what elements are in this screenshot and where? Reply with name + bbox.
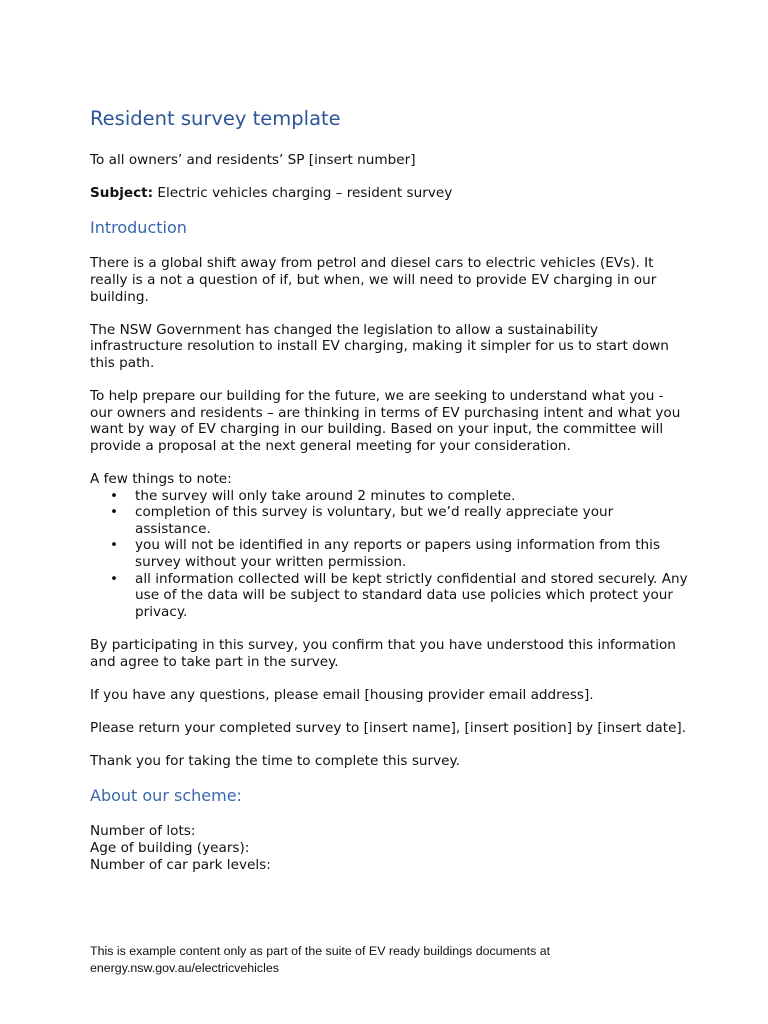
bullet-icon: • [110,570,119,587]
intro-paragraph-2: The NSW Government has changed the legislation to allow a sustainability infrastructure resolution to install EV charging, making it simpler for us to start down this path. [90,321,669,371]
footer-line-1: This is example content only as part of the suite of EV ready buildings documents at [90,944,551,958]
bullet-icon: • [110,537,119,554]
list-item [90,488,690,505]
list-item-text: completion of this survey is voluntary, but we’d really appreciate your assistance. [135,504,614,537]
thanks-paragraph: Thank you for taking the time to complete this survey. [90,753,460,770]
list-item-text: the survey will only take around 2 minutes to complete. [135,487,516,504]
return-paragraph: Please return your completed survey to [insert name], [insert position] by [insert date]. [90,720,687,736]
to-line: To all owners’ and residents’ SP [insert number] [90,152,416,168]
notes-list [90,488,690,621]
intro-paragraph-3: To help prepare our building for the future, we are seeking to understand what you - our owners and residents – are thinking in terms of EV purchasing intent and what you want by way of EV charging in our building. Based on your input, the committee will provide a proposal at the next general meeting for your consideration. [90,388,681,454]
field-age-of-building: Age of building (years): [90,839,250,856]
document-body [90,106,690,873]
list-item [90,571,690,621]
field-number-of-lots: Number of lots: [90,823,196,840]
consent-paragraph: By participating in this survey, you confirm that you have understood this information and agree to take part in the survey. [90,637,676,670]
questions-paragraph: If you have any questions, please email [housing provider email address]. [90,686,594,703]
page-footer [90,943,690,977]
document-title: Resident survey template [90,107,341,130]
introduction-heading: Introduction [90,218,187,238]
scheme-heading: About our scheme: [90,786,242,806]
bullet-icon: • [110,487,119,504]
list-item-text: you will not be identified in any reports or papers using information from this survey without your written permission. [135,537,661,571]
list-item [90,537,690,570]
scheme-fields [90,823,690,873]
intro-paragraph-1: There is a global shift away from petrol and diesel cars to electric vehicles (EVs). It really is a not a question of if, but when, we will need to provide EV charging in our building. [90,255,657,305]
subject-line [90,185,690,202]
footer-line-2: energy.nsw.gov.au/electricvehicles [90,961,279,975]
subject-label: Subject: [90,185,154,202]
bullet-icon: • [110,504,119,521]
subject-text: Electric vehicles charging – resident survey [153,185,453,202]
list-item-text: all information collected will be kept strictly confidential and stored securely. Any use of the data will be subject to standard data use policies which protect your privacy. [135,570,688,620]
field-car-park-levels: Number of car park levels: [90,856,271,873]
list-item [90,504,690,537]
notes-intro: A few things to note: [90,471,232,488]
